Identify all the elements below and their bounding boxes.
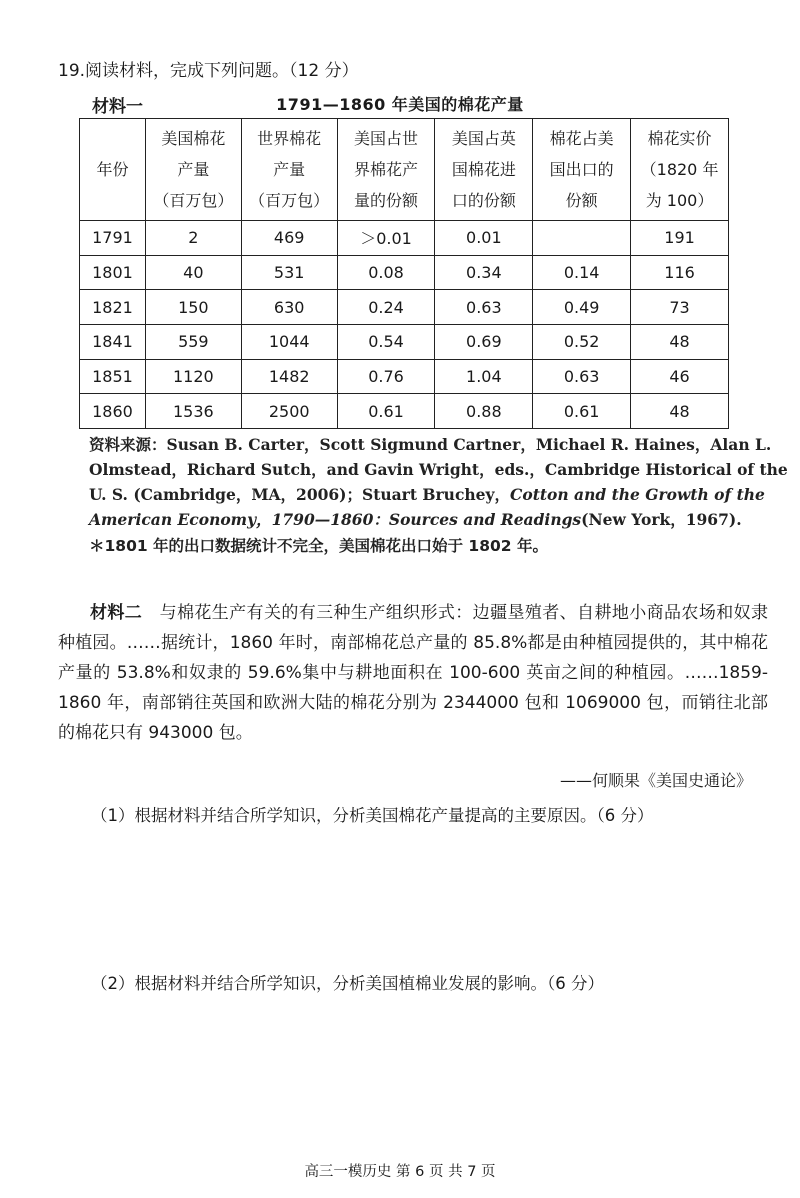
header-line: 口的份额	[451, 191, 516, 210]
sub-question-2: （2）根据材料并结合所学知识，分析美国植棉业发展的影响。（6 分）	[91, 974, 604, 993]
material2-paragraph	[58, 598, 768, 748]
table-header-cell	[435, 119, 533, 221]
table-cell: 2500	[241, 394, 337, 429]
table-cell: 0.54	[337, 325, 435, 360]
material2-label: 材料二	[90, 603, 143, 623]
header-line: （1820 年	[640, 160, 719, 179]
table-header-cell	[337, 119, 435, 221]
table-cell: 1860	[80, 394, 146, 429]
question-title: 19.阅读材料，完成下列问题。（12 分）	[58, 61, 359, 81]
table-cell: 0.88	[435, 394, 533, 429]
table-header-row	[80, 119, 729, 221]
header-line: 为 100）	[645, 191, 714, 210]
table-cell: 0.24	[337, 290, 435, 325]
table-cell: 73	[631, 290, 729, 325]
table-cell: 191	[631, 221, 729, 256]
table-cell: 0.14	[533, 255, 631, 290]
table-cell: 0.08	[337, 255, 435, 290]
table-row	[80, 221, 729, 256]
table-cell: 531	[241, 255, 337, 290]
header-line: 产量	[177, 160, 210, 179]
source-label: 资料来源：	[89, 435, 167, 454]
source-text: Susan B. Carter，Scott Sigmund Cartner，Michael R. Haines，Alan L. Olmstead，Richard Sutch，and Gavin Wright，eds.，Cambridge Historical of the U. S. (Cambridge，MA，2006)；Stuart Bruchey，	[89, 435, 788, 504]
header-line: 年份	[96, 160, 129, 179]
table-cell: 48	[631, 394, 729, 429]
table-cell: 0.63	[435, 290, 533, 325]
table-cell: 1482	[241, 359, 337, 394]
source-book-title: Cotton and the Growth of the American Economy，1790—1860：Sources and Readings	[89, 485, 765, 529]
table-cell: 1120	[145, 359, 241, 394]
header-line: 产量	[273, 160, 306, 179]
table-cell: 559	[145, 325, 241, 360]
table-cell: 1821	[80, 290, 146, 325]
table-header-cell	[533, 119, 631, 221]
table-cell: 116	[631, 255, 729, 290]
header-line: 美国占英	[451, 129, 516, 148]
material1-label: 材料一	[92, 97, 143, 117]
table-row	[80, 255, 729, 290]
table-cell: 0.01	[435, 221, 533, 256]
table-cell: 46	[631, 359, 729, 394]
header-line: 棉花实价	[647, 129, 712, 148]
header-line: 国出口的	[549, 160, 614, 179]
table-cell: 0.76	[337, 359, 435, 394]
header-line: 份额	[565, 191, 598, 210]
table-cell: ＞0.01	[337, 221, 435, 256]
table-header-cell	[631, 119, 729, 221]
table-row	[80, 290, 729, 325]
source-publication: (New York，1967).	[581, 510, 742, 529]
data-source	[89, 432, 789, 532]
table-cell: 150	[145, 290, 241, 325]
table-cell: 1801	[80, 255, 146, 290]
table-title: 1791—1860 年美国的棉花产量	[276, 95, 524, 114]
table-cell: 1536	[145, 394, 241, 429]
table-row	[80, 359, 729, 394]
table-cell: 2	[145, 221, 241, 256]
table-cell: 630	[241, 290, 337, 325]
table-row	[80, 325, 729, 360]
table-cell: 1.04	[435, 359, 533, 394]
table-cell: 48	[631, 325, 729, 360]
header-line: 美国棉花	[161, 129, 226, 148]
material2-attribution: ——何顺果《美国史通论》	[559, 771, 752, 790]
table-cell: 40	[145, 255, 241, 290]
table-cell: 0.63	[533, 359, 631, 394]
table-cell: 469	[241, 221, 337, 256]
header-line: 国棉花进	[451, 160, 516, 179]
table-header-cell	[80, 119, 146, 221]
header-line: 棉花占美	[549, 129, 614, 148]
material2-text: 与棉花生产有关的有三种生产组织形式：边疆垦殖者、自耕地小商品农场和奴隶种植园。……据统计，1860 年时，南部棉花总产量的 85.8%都是由种植园提供的，其中棉花产量的 53.8%和奴隶的 59.6%集中与耕地面积在 100-600 英亩之间的种植园。……1859-1860 年，南部销往英国和欧洲大陆的棉花分别为 2344000 包和 1069000 包，而销往北部的棉花只有 943000 包。	[58, 603, 769, 743]
table-cell: 0.69	[435, 325, 533, 360]
table-cell: 1044	[241, 325, 337, 360]
header-line: 美国占世	[354, 129, 419, 148]
table-cell: 0.61	[337, 394, 435, 429]
header-line: （百万包）	[249, 191, 330, 210]
table-cell: 1791	[80, 221, 146, 256]
table-cell: 1851	[80, 359, 146, 394]
table-cell	[533, 221, 631, 256]
table-cell: 0.61	[533, 394, 631, 429]
sub-question-1: （1）根据材料并结合所学知识，分析美国棉花产量提高的主要原因。（6 分）	[91, 806, 654, 825]
header-line: 量的份额	[354, 191, 419, 210]
page-footer: 高三一模历史 第 6 页 共 7 页	[304, 1164, 496, 1180]
table-header-cell	[145, 119, 241, 221]
table-cell: 1841	[80, 325, 146, 360]
table-cell: 0.52	[533, 325, 631, 360]
table-header-cell	[241, 119, 337, 221]
header-line: 界棉花产	[354, 160, 419, 179]
header-line: 世界棉花	[257, 129, 322, 148]
table-cell: 0.34	[435, 255, 533, 290]
cotton-production-table	[79, 118, 729, 429]
table-row	[80, 394, 729, 429]
export-note: ＊1801 年的出口数据统计不完全，美国棉花出口始于 1802 年。	[89, 537, 548, 555]
table-cell: 0.49	[533, 290, 631, 325]
header-line: （百万包）	[153, 191, 234, 210]
